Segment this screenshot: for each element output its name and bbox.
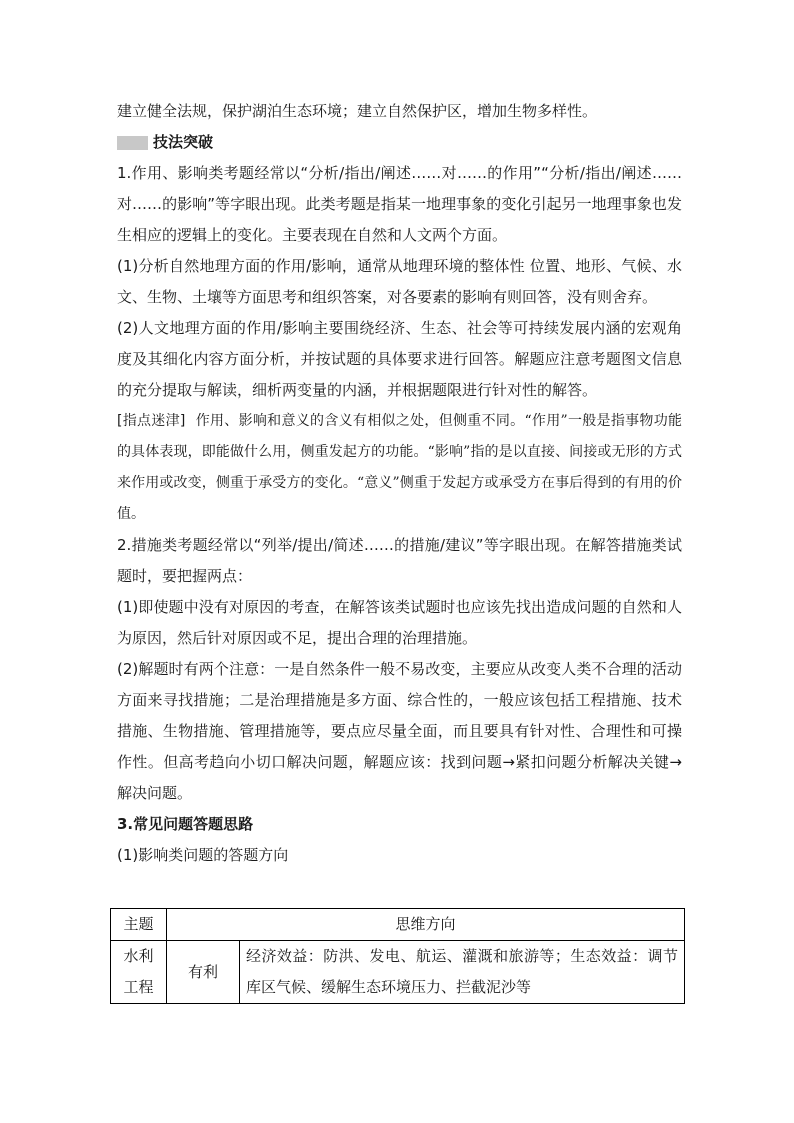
paragraph-2: 2.措施类考题经常以“列举/提出/简述……的措施/建议”等字眼出现。在解答措施类试题时，要把握两点：: [117, 536, 682, 585]
table-row: [111, 941, 685, 1004]
section-title: 技法突破: [153, 133, 214, 151]
paragraph-1-1: (1)分析自然地理方面的作用/影响，通常从地理环境的整体性 位置、地形、气候、水文、生物、土壤等方面思考和组织答案，对各要素的影响有则回答，没有则舍弃。: [117, 257, 682, 306]
paragraph-1: 1.作用、影响类考题经常以“分析/指出/阐述……对……的作用”“分析/指出/阐述……对……的影响”等字眼出现。此类考题是指某一地理事象的变化引起另一地理事象也发生相应的逻辑上的变化。主要表现在自然和人文两个方面。: [117, 164, 682, 244]
section-marker-bar: [117, 136, 148, 150]
paragraph-1-2: (2)人文地理方面的作用/影响主要围绕经济、生态、社会等可持续发展内涵的宏观角度及其细化内容方面分析，并按试题的具体要求进行回答。解题应注意考题图文信息的充分提取与解读，细析两变量的内涵，并根据题限进行针对性的解答。: [117, 319, 682, 399]
paragraph-3: 3.常见问题答题思路: [117, 815, 254, 833]
tip-note: [117, 406, 682, 530]
table-header-thinking: 思维方向: [167, 909, 685, 941]
section-header: [117, 127, 682, 158]
table-header-topic: 主题: [111, 909, 167, 941]
paragraph-2-1: (1)即使题中没有对原因的考查，在解答该类试题时也应该先找出造成问题的自然和人为原因，然后针对原因或不足，提出合理的治理措施。: [117, 598, 682, 647]
tip-text: 作用、影响和意义的含义有相似之处，但侧重不同。“作用”一般是指事物功能的具体表现，即能做什么用，侧重发起方的功能。“影响”指的是以直接、间接或无形的方式来作用或改变，侧重于承受方的变化。“意义”侧重于发起方或承受方在事后得到的有用的价值。: [117, 413, 682, 522]
document-body: [117, 96, 682, 871]
table-cell-effect: 有利: [167, 941, 240, 1004]
table-header-row: [111, 909, 685, 941]
paragraph-3-1: (1)影响类问题的答题方向: [117, 846, 289, 864]
tip-label: [指点迷津]: [117, 413, 186, 429]
answer-direction-table: [110, 908, 685, 1004]
intro-line: 建立健全法规，保护湖泊生态环境；建立自然保护区，增加生物多样性。: [117, 102, 598, 120]
paragraph-2-2: (2)解题时有两个注意：一是自然条件一般不易改变，主要应从改变人类不合理的活动方面来寻找措施；二是治理措施是多方面、综合性的，一般应该包括工程措施、技术措施、生物措施、管理措施等，要点应尽量全面，而且要具有针对性、合理性和可操作性。但高考趋向小切口解决问题，解题应该：找到问题→紧扣问题分析解决关键→解决问题。: [117, 660, 682, 802]
table-cell-topic: [111, 941, 167, 1004]
topic-line-1: 水利: [123, 947, 154, 965]
topic-line-2: 工程: [123, 978, 154, 996]
table-cell-description: 经济效益：防洪、发电、航运、灌溉和旅游等；生态效益：调节库区气候、缓解生态环境压力、拦截泥沙等: [240, 941, 685, 1004]
